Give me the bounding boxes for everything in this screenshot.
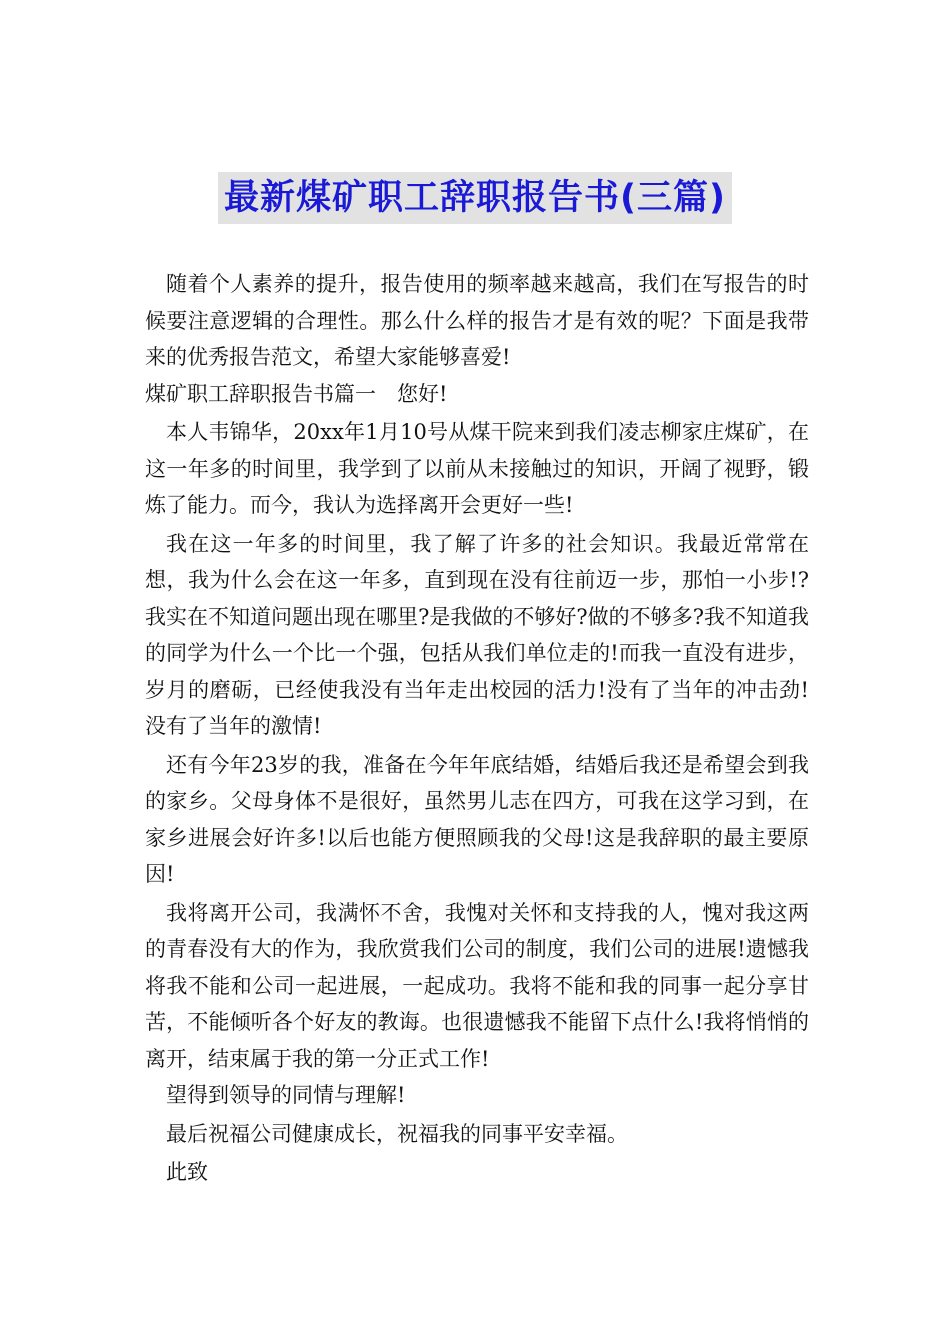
title-container (0, 172, 950, 224)
paragraph-request: 望得到领导的同情与理解! (166, 1083, 406, 1107)
paragraph-reason: 还有今年23岁的我，准备在今年年底结婚，结婚后我还是希望会到我的家乡。父母身体不是很好，虽然男儿志在四方，可我在这学习到，在家乡进展会好许多!以后也能方便照顾我的父母!这是我辞职的最主要原因! (145, 752, 809, 886)
paragraph-farewell: 我将离开公司，我满怀不舍，我愧对关怀和支持我的人，愧对我这两的青春没有大的作为，我欣赏我们公司的制度，我们公司的进展!遗憾我将我不能和公司一起进展，一起成功。我将不能和我的同事一起分享甘苦，不能倾听各个好友的教诲。也很遗憾我不能留下点什么!我将悄悄的离开，结束属于我的第一分正式工作! (145, 900, 809, 1071)
paragraph-intro: 随着个人素养的提升，报告使用的频率越来越高，我们在写报告的时候要注意逻辑的合理性。那么什么样的报告才是有效的呢？下面是我带来的优秀报告范文，希望大家能够喜爱! (145, 272, 809, 369)
paragraph-self-intro: 本人韦锦华，20xx年1月10号从煤干院来到我们凌志柳家庄煤矿，在这一年多的时间里，我学到了以前从未接触过的知识，开阔了视野，锻炼了能力。而今，我认为选择离开会更好一些! (145, 420, 809, 517)
document-body (145, 266, 809, 1191)
paragraph-reflection: 我在这一年多的时间里，我了解了许多的社会知识。我最近常常在想，我为什么会在这一年多，直到现在没有往前迈一步，那怕一小步!?我实在不知道问题出现在哪里?是我做的不够好?做的不够多?我不知道我的同学为什么一个比一个强，包括从我们单位走的!而我一直没有进步，岁月的磨砺，已经使我没有当年走出校园的活力!没有了当年的冲击劲!没有了当年的激情! (145, 531, 809, 738)
paragraph-closing: 此致 (166, 1160, 208, 1184)
paragraph-section-heading: 煤矿职工辞职报告书篇一 您好! (145, 381, 448, 406)
paragraph-blessing: 最后祝福公司健康成长，祝福我的同事平安幸福。 (166, 1121, 628, 1146)
document-title: 最新煤矿职工辞职报告书(三篇) (218, 172, 732, 224)
